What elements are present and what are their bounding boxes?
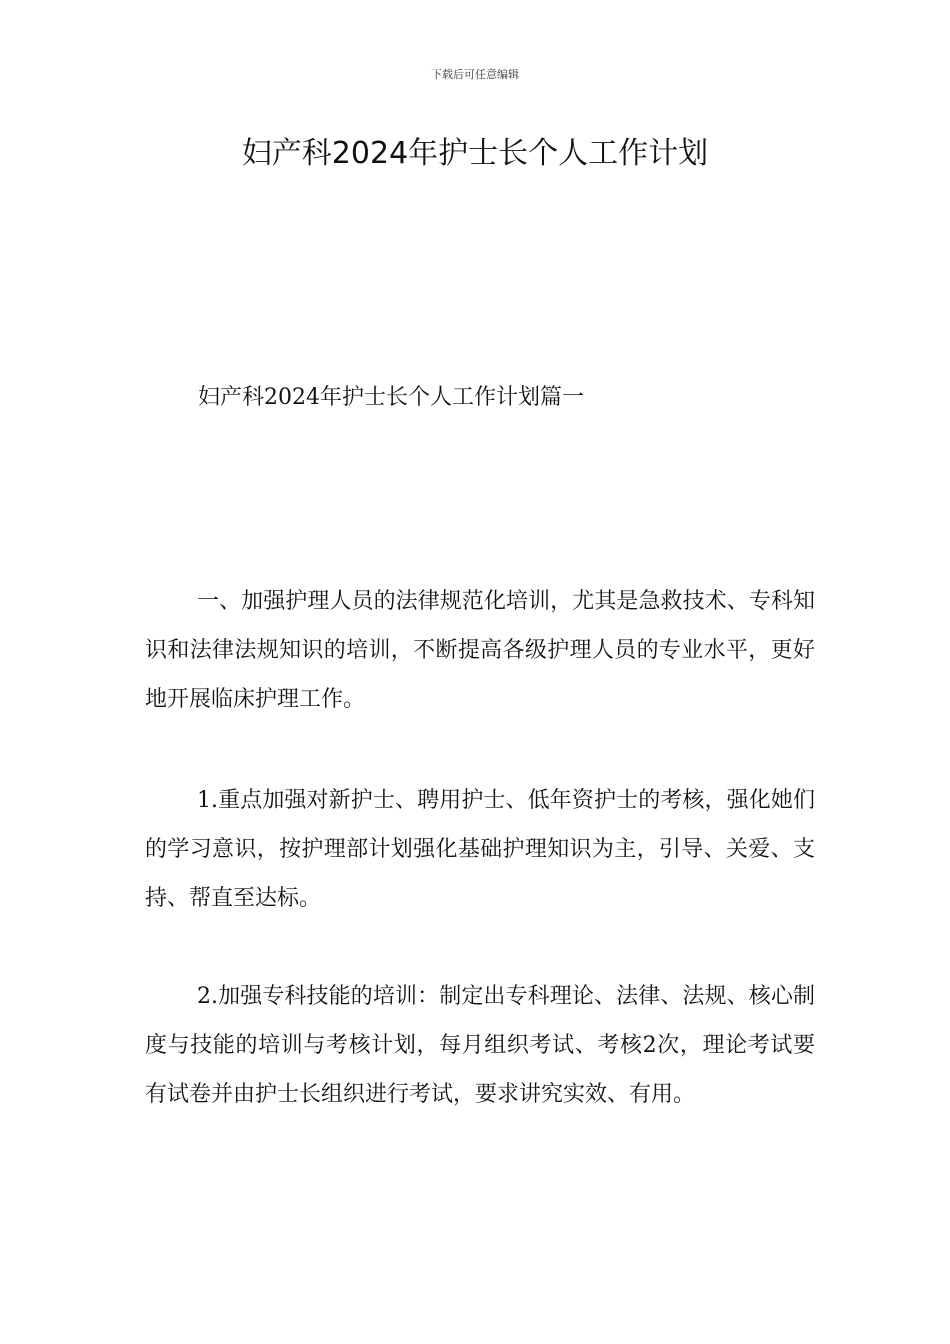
paragraph-2: 1.重点加强对新护士、聘用护士、低年资护士的考核，强化她们的学习意识，按护理部计划强化基础护理知识为主，引导、关爱、支持、帮直至达标。 xyxy=(145,788,815,911)
document-title: 妇产科2024年护士长个人工作计划 xyxy=(241,136,709,171)
section-heading: 妇产科2024年护士长个人工作计划篇一 xyxy=(198,385,584,410)
paragraph-3: 2.加强专科技能的培训：制定出专科理论、法律、法规、核心制度与技能的培训与考核计划，每月组织考试、考核2次，理论考试要有试卷并由护士长组织进行考试，要求讲究实效、有用。 xyxy=(145,984,815,1107)
paragraph-1: 一、加强护理人员的法律规范化培训，尤其是急救技术、专科知识和法律法规知识的培训，不断提高各级护理人员的专业水平，更好地开展临床护理工作。 xyxy=(145,589,815,712)
page-header-note: 下载后可任意编辑 xyxy=(431,68,519,81)
